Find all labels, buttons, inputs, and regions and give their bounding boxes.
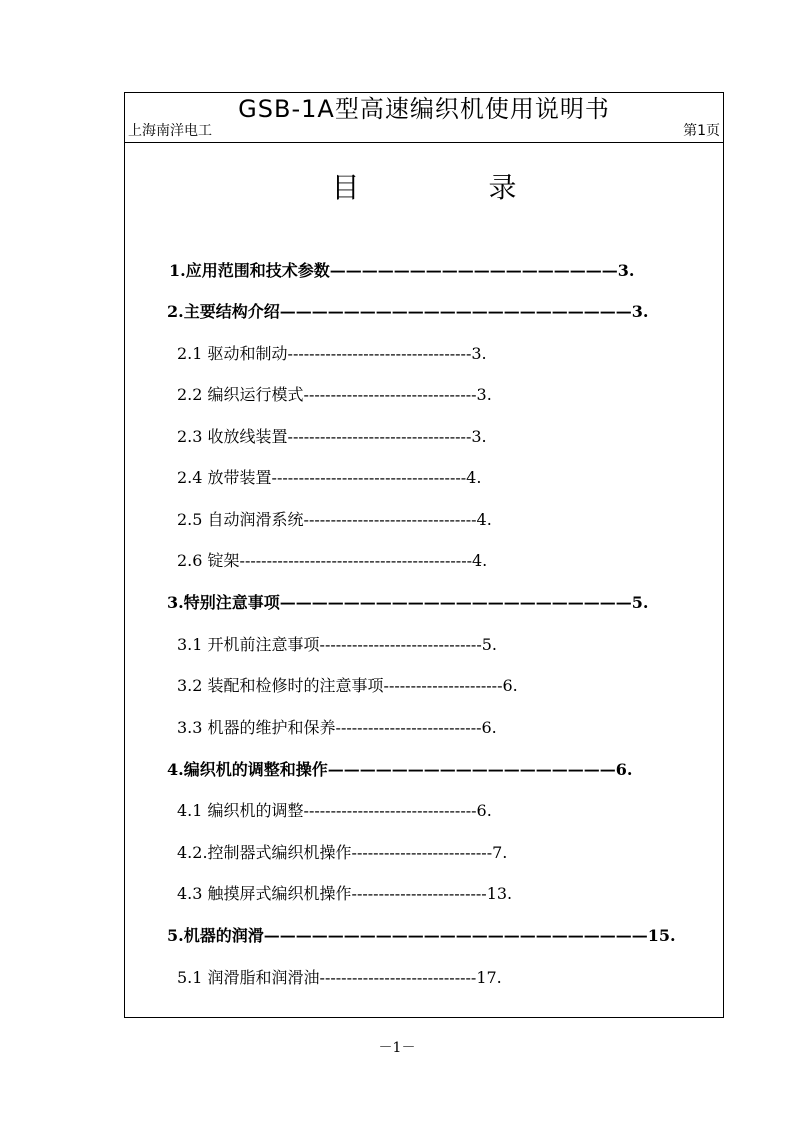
toc-entry: 3.3 机器的维护和保养---------------------------6. [177, 718, 497, 737]
toc-entry: 2.5 自动润滑系统--------------------------------4. [177, 510, 492, 529]
toc-title: 目 录 [331, 171, 577, 204]
toc-entry: 4.编织机的调整和操作——————————————————6. [167, 760, 633, 779]
page-label: 第1页 [683, 123, 720, 139]
toc-entry: 1.应用范围和技术参数——————————————————3. [169, 261, 635, 280]
toc-entry: 5.机器的润滑————————————————————————15. [167, 926, 676, 945]
toc-entry: 2.1 驱动和制动----------------------------------3. [177, 344, 487, 363]
toc-entry: 3.特别注意事项——————————————————————5. [167, 593, 649, 612]
toc-entry: 4.2.控制器式编织机操作--------------------------7. [177, 843, 508, 862]
document-frame [124, 92, 724, 1018]
toc-entry: 2.6 锭架-------------------------------------------4. [177, 551, 488, 570]
toc-entry: 2.3 收放线装置----------------------------------3. [177, 427, 487, 446]
toc-entry: 2.4 放带装置------------------------------------4. [177, 468, 482, 487]
toc-entry: 3.2 装配和检修时的注意事项----------------------6. [177, 676, 518, 695]
document-title: GSB-1A型高速编织机使用说明书 [238, 95, 610, 123]
company-name: 上海南洋电工 [128, 123, 212, 139]
toc-entry: 5.1 润滑脂和润滑油-----------------------------17. [177, 968, 502, 987]
toc-entry: 4.1 编织机的调整--------------------------------6. [177, 801, 492, 820]
toc-entry: 3.1 开机前注意事项------------------------------5. [177, 635, 497, 654]
toc-entry: 2.主要结构介绍——————————————————————3. [167, 302, 649, 321]
header-divider [125, 142, 723, 143]
toc-entry: 4.3 触摸屏式编织机操作-------------------------13. [177, 884, 513, 903]
page-number: －1－ [378, 1040, 416, 1056]
toc-entry: 2.2 编织运行模式--------------------------------3. [177, 385, 492, 404]
